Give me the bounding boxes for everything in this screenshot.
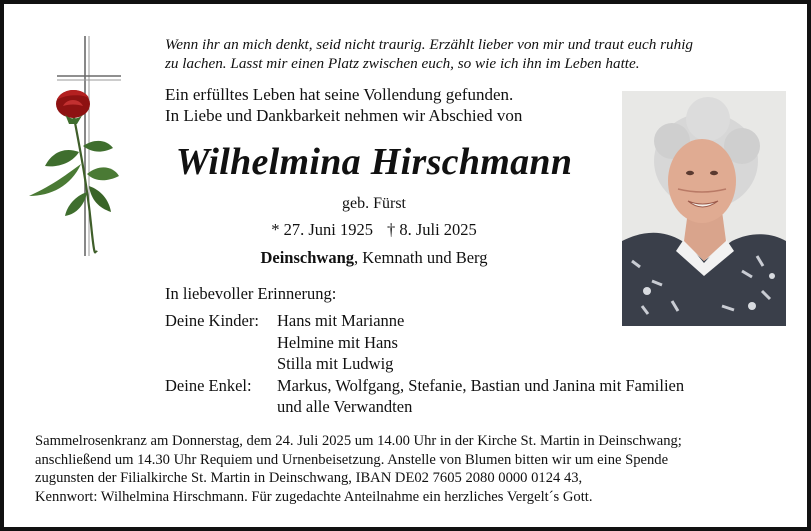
- quote-line: zu lachen. Lasst mir einen Platz zwischen euch, so wie ich ihn im Leben hatte.: [165, 55, 640, 72]
- birth-date: * 27. Juni 1925: [271, 220, 373, 239]
- service-details: [35, 432, 795, 506]
- deceased-name: Wilhelmina Hirschmann: [175, 141, 573, 183]
- death-date: † 8. Juli 2025: [386, 220, 477, 239]
- children-label: Deine Kinder:: [165, 311, 259, 330]
- portrait-image: [622, 91, 786, 326]
- family-list: [165, 310, 684, 418]
- intro-line: In Liebe und Dankbarkeit nehmen wir Abschied von: [165, 106, 523, 125]
- child-entry: Helmine mit Hans: [277, 332, 398, 352]
- family-row: [165, 353, 684, 375]
- cross-with-rose-icon: [21, 34, 126, 259]
- intro-text: [165, 84, 522, 126]
- memorial-quote: [165, 35, 785, 73]
- grandchildren-entry: Markus, Wolfgang, Stefanie, Bastian und Janina mit Familien: [277, 375, 685, 395]
- family-row: [165, 375, 684, 397]
- intro-line: Ein erfülltes Leben hat seine Vollendung gefunden.: [165, 85, 514, 104]
- relatives-entry: und alle Verwandten: [277, 397, 413, 417]
- place-main: Deinschwang: [260, 248, 354, 267]
- birth-name: geb. Fürst: [342, 195, 406, 212]
- footer-line: Kennwort: Wilhelmina Hirschmann. Für zugedachte Anteilnahme ein herzliches Vergelt´s Gott.: [35, 488, 593, 505]
- footer-line: anschließend um 14.30 Uhr Requiem und Urnenbeisetzung. Anstelle von Blumen bitten wir um eine Spende: [35, 451, 669, 468]
- portrait-photo: [622, 91, 786, 326]
- footer-line: Sammelrosenkranz am Donnerstag, dem 24. Juli 2025 um 14.00 Uhr in der Kirche St. Martin in Deinschwang;: [35, 433, 682, 449]
- grandchildren-label: Deine Enkel:: [165, 375, 252, 395]
- child-entry: Hans mit Marianne: [277, 311, 405, 330]
- quote-line: Wenn ihr an mich denkt, seid nicht traurig. Erzählt lieber von mir und traut euch ruhig: [165, 36, 694, 53]
- places: [159, 248, 589, 268]
- family-row: [165, 310, 684, 332]
- place-rest: , Kemnath und Berg: [354, 248, 488, 267]
- child-entry: Stilla mit Ludwig: [277, 354, 394, 374]
- memory-heading: In liebevoller Erinnerung:: [165, 284, 337, 303]
- family-row: [165, 396, 684, 418]
- life-dates: [159, 220, 589, 240]
- footer-line: zugunsten der Filialkirche St. Martin in Deinschwang, IBAN DE02 7605 2080 0000 0124 43,: [35, 470, 583, 486]
- family-row: [165, 332, 684, 354]
